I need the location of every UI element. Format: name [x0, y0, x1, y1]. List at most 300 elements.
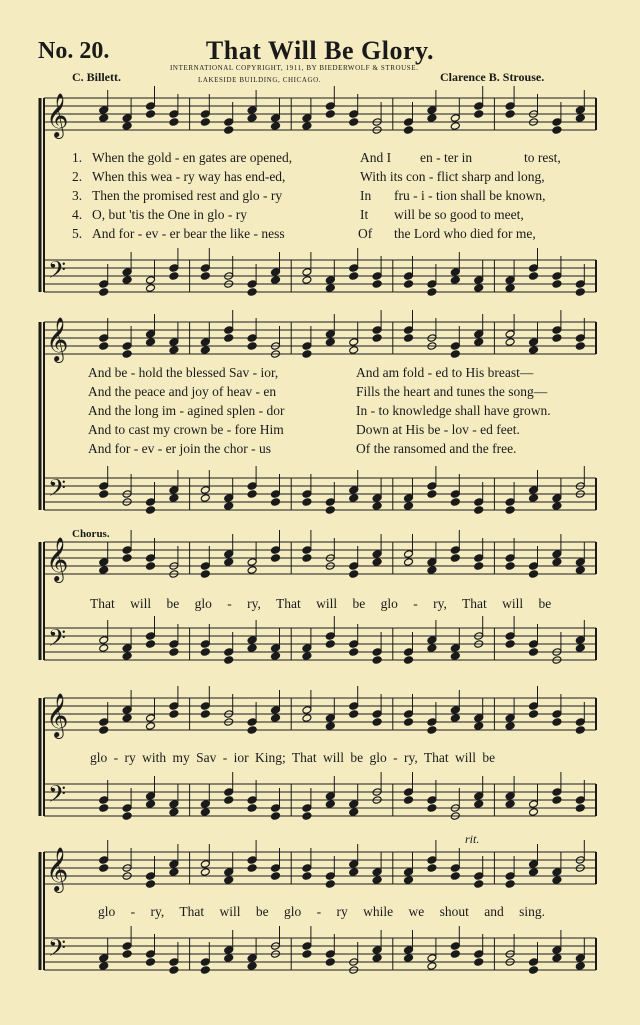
note-head [372, 502, 382, 511]
note-head [325, 714, 335, 723]
note-head [271, 268, 281, 277]
note-head [122, 714, 132, 723]
note-head [122, 342, 132, 351]
note-head [302, 276, 312, 285]
note-head [247, 644, 257, 653]
note-head [146, 632, 156, 641]
note-head [505, 792, 515, 801]
note-head [302, 714, 312, 723]
note-head [529, 494, 539, 503]
note-head [99, 114, 109, 123]
verse-number: 3. [72, 188, 83, 203]
note-head [372, 954, 382, 963]
note-head [325, 880, 335, 889]
note-head [529, 272, 539, 281]
note-head [552, 558, 562, 567]
verse-text: fru - i - tion shall be known, [394, 188, 546, 203]
note-head [404, 868, 414, 877]
note-head [404, 656, 414, 665]
note-head [552, 494, 562, 503]
note-head [450, 872, 460, 881]
note-head [146, 958, 156, 967]
note-head [247, 566, 257, 575]
verse-text: Fills the heart and tunes the song— [356, 384, 548, 399]
note-head [575, 558, 585, 567]
note-head [349, 494, 359, 503]
note-head [372, 946, 382, 955]
note-head [122, 350, 132, 359]
note-head [529, 800, 539, 809]
note-head [404, 710, 414, 719]
note-head [474, 498, 484, 507]
note-head [404, 280, 414, 289]
note-head [575, 726, 585, 735]
note-head [224, 558, 234, 567]
note-head [427, 490, 437, 499]
note-head [349, 800, 359, 809]
note-head [404, 788, 414, 797]
note-head [169, 338, 179, 347]
note-head [474, 102, 484, 111]
note-head [99, 636, 109, 645]
note-head [302, 268, 312, 277]
note-head [99, 718, 109, 727]
note-head [169, 702, 179, 711]
note-head [169, 264, 179, 273]
note-head [552, 868, 562, 877]
note-head [200, 860, 210, 869]
note-head [247, 280, 257, 289]
note-head [372, 558, 382, 567]
note-head [247, 962, 257, 971]
note-head [427, 644, 437, 653]
note-head [505, 284, 515, 293]
note-head [450, 546, 460, 555]
note-head [404, 954, 414, 963]
note-head [200, 272, 210, 281]
hymn-title: That Will Be Glory. [205, 36, 435, 65]
note-head [372, 334, 382, 343]
note-head [122, 122, 132, 131]
bass-clef-icon: 𝄢 [48, 780, 67, 813]
note-head [505, 330, 515, 339]
note-head [200, 710, 210, 719]
note-head [224, 946, 234, 955]
note-head [169, 710, 179, 719]
note-head [552, 126, 562, 135]
note-head [529, 868, 539, 877]
note-head [552, 876, 562, 885]
note-head [372, 272, 382, 281]
note-head [404, 118, 414, 127]
note-head [450, 268, 460, 277]
note-head [302, 950, 312, 959]
note-head [552, 788, 562, 797]
note-head [349, 860, 359, 869]
note-head [146, 506, 156, 515]
verse-text: Down at His be - lov - ed feet. [356, 422, 520, 437]
note-head [450, 350, 460, 359]
note-head [224, 876, 234, 885]
note-head [99, 482, 109, 491]
note-head [271, 554, 281, 563]
note-head [122, 706, 132, 715]
note-head [505, 276, 515, 285]
note-head [325, 722, 335, 731]
note-head [450, 652, 460, 661]
note-head [302, 546, 312, 555]
chorus-line-3: glo - ry, That will be glo - ry while we shout and sing. [98, 904, 545, 919]
verse-1-line-b [88, 365, 608, 383]
note-head [552, 280, 562, 289]
note-head [302, 644, 312, 653]
note-head [450, 554, 460, 563]
note-head [271, 490, 281, 499]
note-head [99, 864, 109, 873]
chorus-line-1: That will be glo - ry, That will be glo - ry, That will be [90, 596, 552, 611]
note-head [372, 550, 382, 559]
note-head [552, 334, 562, 343]
note-head [349, 570, 359, 579]
note-head [505, 338, 515, 347]
note-head [404, 718, 414, 727]
note-head [169, 640, 179, 649]
note-head [200, 264, 210, 273]
note-head [427, 558, 437, 567]
note-head [302, 350, 312, 359]
treble-clef-icon: 𝄞 [46, 93, 69, 137]
note-head [146, 276, 156, 285]
note-head [169, 486, 179, 495]
note-head [271, 122, 281, 131]
note-head [529, 346, 539, 355]
verse-text: And for - ev - er join the chor - us [88, 441, 271, 456]
note-head [302, 812, 312, 821]
note-head [474, 792, 484, 801]
treble-clef-icon: 𝄞 [46, 693, 69, 737]
bass-clef-icon: 𝄢 [48, 256, 67, 289]
note-head [552, 118, 562, 127]
note-head [200, 346, 210, 355]
note-head [325, 276, 335, 285]
note-head [427, 804, 437, 813]
note-head [224, 326, 234, 335]
note-head [505, 506, 515, 515]
verse-text: to rest, [524, 150, 561, 165]
note-head [169, 346, 179, 355]
note-head [169, 860, 179, 869]
note-head [349, 702, 359, 711]
note-head [427, 718, 437, 727]
note-head [404, 648, 414, 657]
note-head [529, 808, 539, 817]
note-head [146, 102, 156, 111]
note-head [247, 804, 257, 813]
note-head [404, 326, 414, 335]
note-head [271, 872, 281, 881]
note-head [224, 118, 234, 127]
note-head [552, 502, 562, 511]
note-head [427, 962, 437, 971]
note-head [224, 502, 234, 511]
note-head [146, 722, 156, 731]
bass-clef-icon: 𝄢 [48, 474, 67, 507]
note-head [302, 652, 312, 661]
note-head [529, 338, 539, 347]
note-head [450, 122, 460, 131]
note-head [247, 636, 257, 645]
note-head [505, 562, 515, 571]
note-head [247, 864, 257, 873]
treble-clef-icon: 𝄞 [46, 537, 69, 581]
note-head [200, 702, 210, 711]
note-head [505, 102, 515, 111]
verse-4-line-b [88, 422, 608, 440]
note-head [529, 966, 539, 975]
note-head [224, 550, 234, 559]
note-head [427, 566, 437, 575]
note-head [271, 812, 281, 821]
note-head [247, 288, 257, 297]
note-head [271, 864, 281, 873]
note-head [505, 722, 515, 731]
note-head [302, 706, 312, 715]
note-head [404, 494, 414, 503]
note-head [372, 868, 382, 877]
note-head [169, 868, 179, 877]
chorus-line-2: glo - ry with my Sav - ior King; That will be glo - ry, That will be [90, 750, 496, 765]
note-head [349, 648, 359, 657]
note-head [200, 958, 210, 967]
note-head [99, 566, 109, 575]
note-head [505, 872, 515, 881]
note-head [474, 284, 484, 293]
note-head [505, 800, 515, 809]
note-head [404, 796, 414, 805]
note-head [271, 114, 281, 123]
note-head [122, 950, 132, 959]
note-head [302, 872, 312, 881]
note-head [325, 640, 335, 649]
note-head [99, 726, 109, 735]
note-head [146, 800, 156, 809]
note-head [325, 800, 335, 809]
verse-number: 1. [72, 150, 83, 165]
verse-text: Of [358, 226, 373, 241]
note-head [224, 788, 234, 797]
note-head [404, 126, 414, 135]
note-head [122, 276, 132, 285]
note-head [325, 950, 335, 959]
note-head [575, 566, 585, 575]
note-head [529, 562, 539, 571]
note-head [450, 706, 460, 715]
note-head [224, 796, 234, 805]
note-head [575, 796, 585, 805]
note-head [349, 640, 359, 649]
note-head [169, 800, 179, 809]
note-head [302, 554, 312, 563]
note-head [474, 506, 484, 515]
note-head [247, 796, 257, 805]
note-head [146, 338, 156, 347]
note-head [349, 110, 359, 119]
note-head [552, 954, 562, 963]
note-head [224, 494, 234, 503]
note-head [247, 954, 257, 963]
note-head [325, 284, 335, 293]
verse-text: Then the promised rest and glo - ry [92, 188, 283, 203]
note-head [271, 652, 281, 661]
note-head [575, 288, 585, 297]
note-head [427, 482, 437, 491]
note-head [247, 558, 257, 567]
note-head [427, 636, 437, 645]
note-head [349, 562, 359, 571]
note-head [349, 868, 359, 877]
note-head [302, 498, 312, 507]
note-head [372, 656, 382, 665]
verse-text: When this wea - ry way has end-ed, [92, 169, 286, 184]
verse-text: And be - hold the blessed Sav - ior, [88, 365, 279, 380]
note-head [575, 644, 585, 653]
note-head [169, 808, 179, 817]
note-head [122, 942, 132, 951]
note-head [169, 110, 179, 119]
note-head [575, 334, 585, 343]
note-head [146, 950, 156, 959]
note-head [122, 268, 132, 277]
note-head [505, 632, 515, 641]
note-head [302, 804, 312, 813]
note-head [552, 272, 562, 281]
note-head [247, 114, 257, 123]
note-head [474, 880, 484, 889]
verse-number: 5. [72, 226, 83, 241]
note-head [474, 950, 484, 959]
note-head [99, 288, 109, 297]
note-head [325, 110, 335, 119]
note-head [302, 490, 312, 499]
note-head [302, 342, 312, 351]
note-head [427, 288, 437, 297]
note-head [474, 330, 484, 339]
note-head [302, 942, 312, 951]
note-head [271, 804, 281, 813]
verse-2-line-b [88, 384, 608, 402]
note-head [529, 702, 539, 711]
note-head [247, 718, 257, 727]
copyright-line-1: INTERNATIONAL COPYRIGHT, 1911, BY BIEDERWOLF & STROUSE. [170, 64, 419, 72]
note-head [271, 546, 281, 555]
copyright-line-2: LAKESIDE BUILDING, CHICAGO. [198, 76, 322, 84]
note-head [200, 118, 210, 127]
note-head [529, 958, 539, 967]
note-head [200, 486, 210, 495]
note-head [271, 714, 281, 723]
note-head [427, 796, 437, 805]
note-head [200, 800, 210, 809]
verse-text: the Lord who died for me, [394, 226, 536, 241]
note-head [349, 346, 359, 355]
note-head [505, 498, 515, 507]
note-head [224, 334, 234, 343]
verse-text: In [360, 188, 372, 203]
note-head [122, 652, 132, 661]
note-head [200, 494, 210, 503]
note-head [505, 554, 515, 563]
note-head [146, 110, 156, 119]
note-head [99, 490, 109, 499]
note-head [529, 264, 539, 273]
note-head [325, 792, 335, 801]
note-head [450, 942, 460, 951]
verse-number: 4. [72, 207, 83, 222]
note-head [224, 868, 234, 877]
note-head [474, 722, 484, 731]
note-head [99, 856, 109, 865]
treble-clef-icon: 𝄞 [46, 317, 69, 361]
note-head [372, 494, 382, 503]
note-head [575, 114, 585, 123]
note-head [349, 710, 359, 719]
note-head [529, 570, 539, 579]
verse-3-line-b [88, 403, 608, 421]
note-head [372, 326, 382, 335]
hymn-number: No. 20. [38, 38, 110, 64]
note-head [372, 648, 382, 657]
note-head [575, 280, 585, 289]
note-head [302, 114, 312, 123]
note-head [372, 718, 382, 727]
note-head [474, 800, 484, 809]
note-head [372, 710, 382, 719]
note-head [529, 648, 539, 657]
note-head [146, 284, 156, 293]
note-head [122, 644, 132, 653]
note-head [200, 966, 210, 975]
note-head [505, 714, 515, 723]
verse-3-line-a [72, 188, 592, 206]
note-head [404, 876, 414, 885]
note-head [450, 342, 460, 351]
note-head [325, 958, 335, 967]
note-head [575, 342, 585, 351]
note-head [552, 550, 562, 559]
note-head [505, 880, 515, 889]
note-head [146, 640, 156, 649]
note-head [247, 856, 257, 865]
note-head [404, 272, 414, 281]
note-head [552, 718, 562, 727]
note-head [575, 636, 585, 645]
note-head [99, 106, 109, 115]
note-head [169, 966, 179, 975]
verse-text: And to cast my crown be - fore Him [88, 422, 284, 437]
verse-text: And am fold - ed to His breast— [356, 365, 534, 380]
note-head [349, 118, 359, 127]
verse-4-line-a [72, 207, 592, 225]
verse-2-line-a [72, 169, 592, 187]
note-head [271, 276, 281, 285]
note-head [529, 640, 539, 649]
composer-credit: Clarence B. Strouse. [440, 70, 545, 84]
note-head [169, 494, 179, 503]
note-head [552, 710, 562, 719]
note-head [349, 808, 359, 817]
verse-text: And I [360, 150, 392, 165]
note-head [247, 482, 257, 491]
